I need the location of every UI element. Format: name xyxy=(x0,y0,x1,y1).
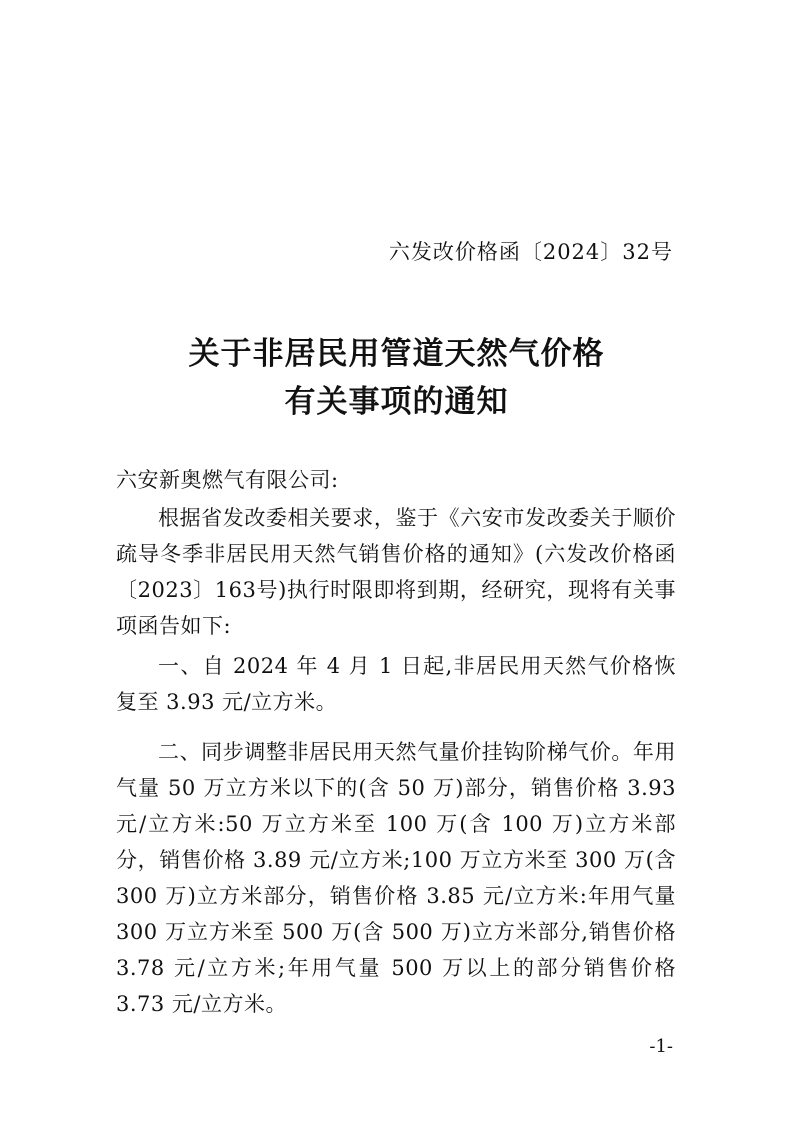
document-title-line-1: 关于非居民用管道天然气价格 xyxy=(188,336,605,372)
paragraph-item-2: 二、同步调整非居民用天然气量价挂钩阶梯气价。年用气量 50 万立方米以下的(含 50 万)部分，销售价格 3.93 元/立方米:50 万立方米至 100 万(含 100 万)立方米部分，销售价格 3.89 元/立方米;100 万立方米至 300 万(含 300 万)立方米部分，销售价格 3.85 元/立方米:年用气量 300 万立方米至 500 万(含 500 万)立方米部分,销售价格 3.78 元/立方米;年用气量 500 万以上的部分销售价格 3.73 元/立方米。 xyxy=(116,740,676,1016)
addressee: 六安新奥燃气有限公司: xyxy=(116,468,339,492)
document-title-line-2: 有关事项的通知 xyxy=(284,384,509,420)
document-number: 六发改价格函〔2024〕32号 xyxy=(388,240,673,264)
paragraph-intro: 根据省发改委相关要求，鉴于《六安市发改委关于顺价疏导冬季非居民用天然气销售价格的通知》(六发改价格函〔2023〕163号)执行时限即将到期，经研究，现将有关事项函告如下: xyxy=(116,506,676,638)
paragraph-item-1: 一、自 2024 年 4 月 1 日起,非居民用天然气价格恢复至 3.93 元/立方米。 xyxy=(116,654,676,714)
page-number: -1- xyxy=(649,1036,673,1057)
